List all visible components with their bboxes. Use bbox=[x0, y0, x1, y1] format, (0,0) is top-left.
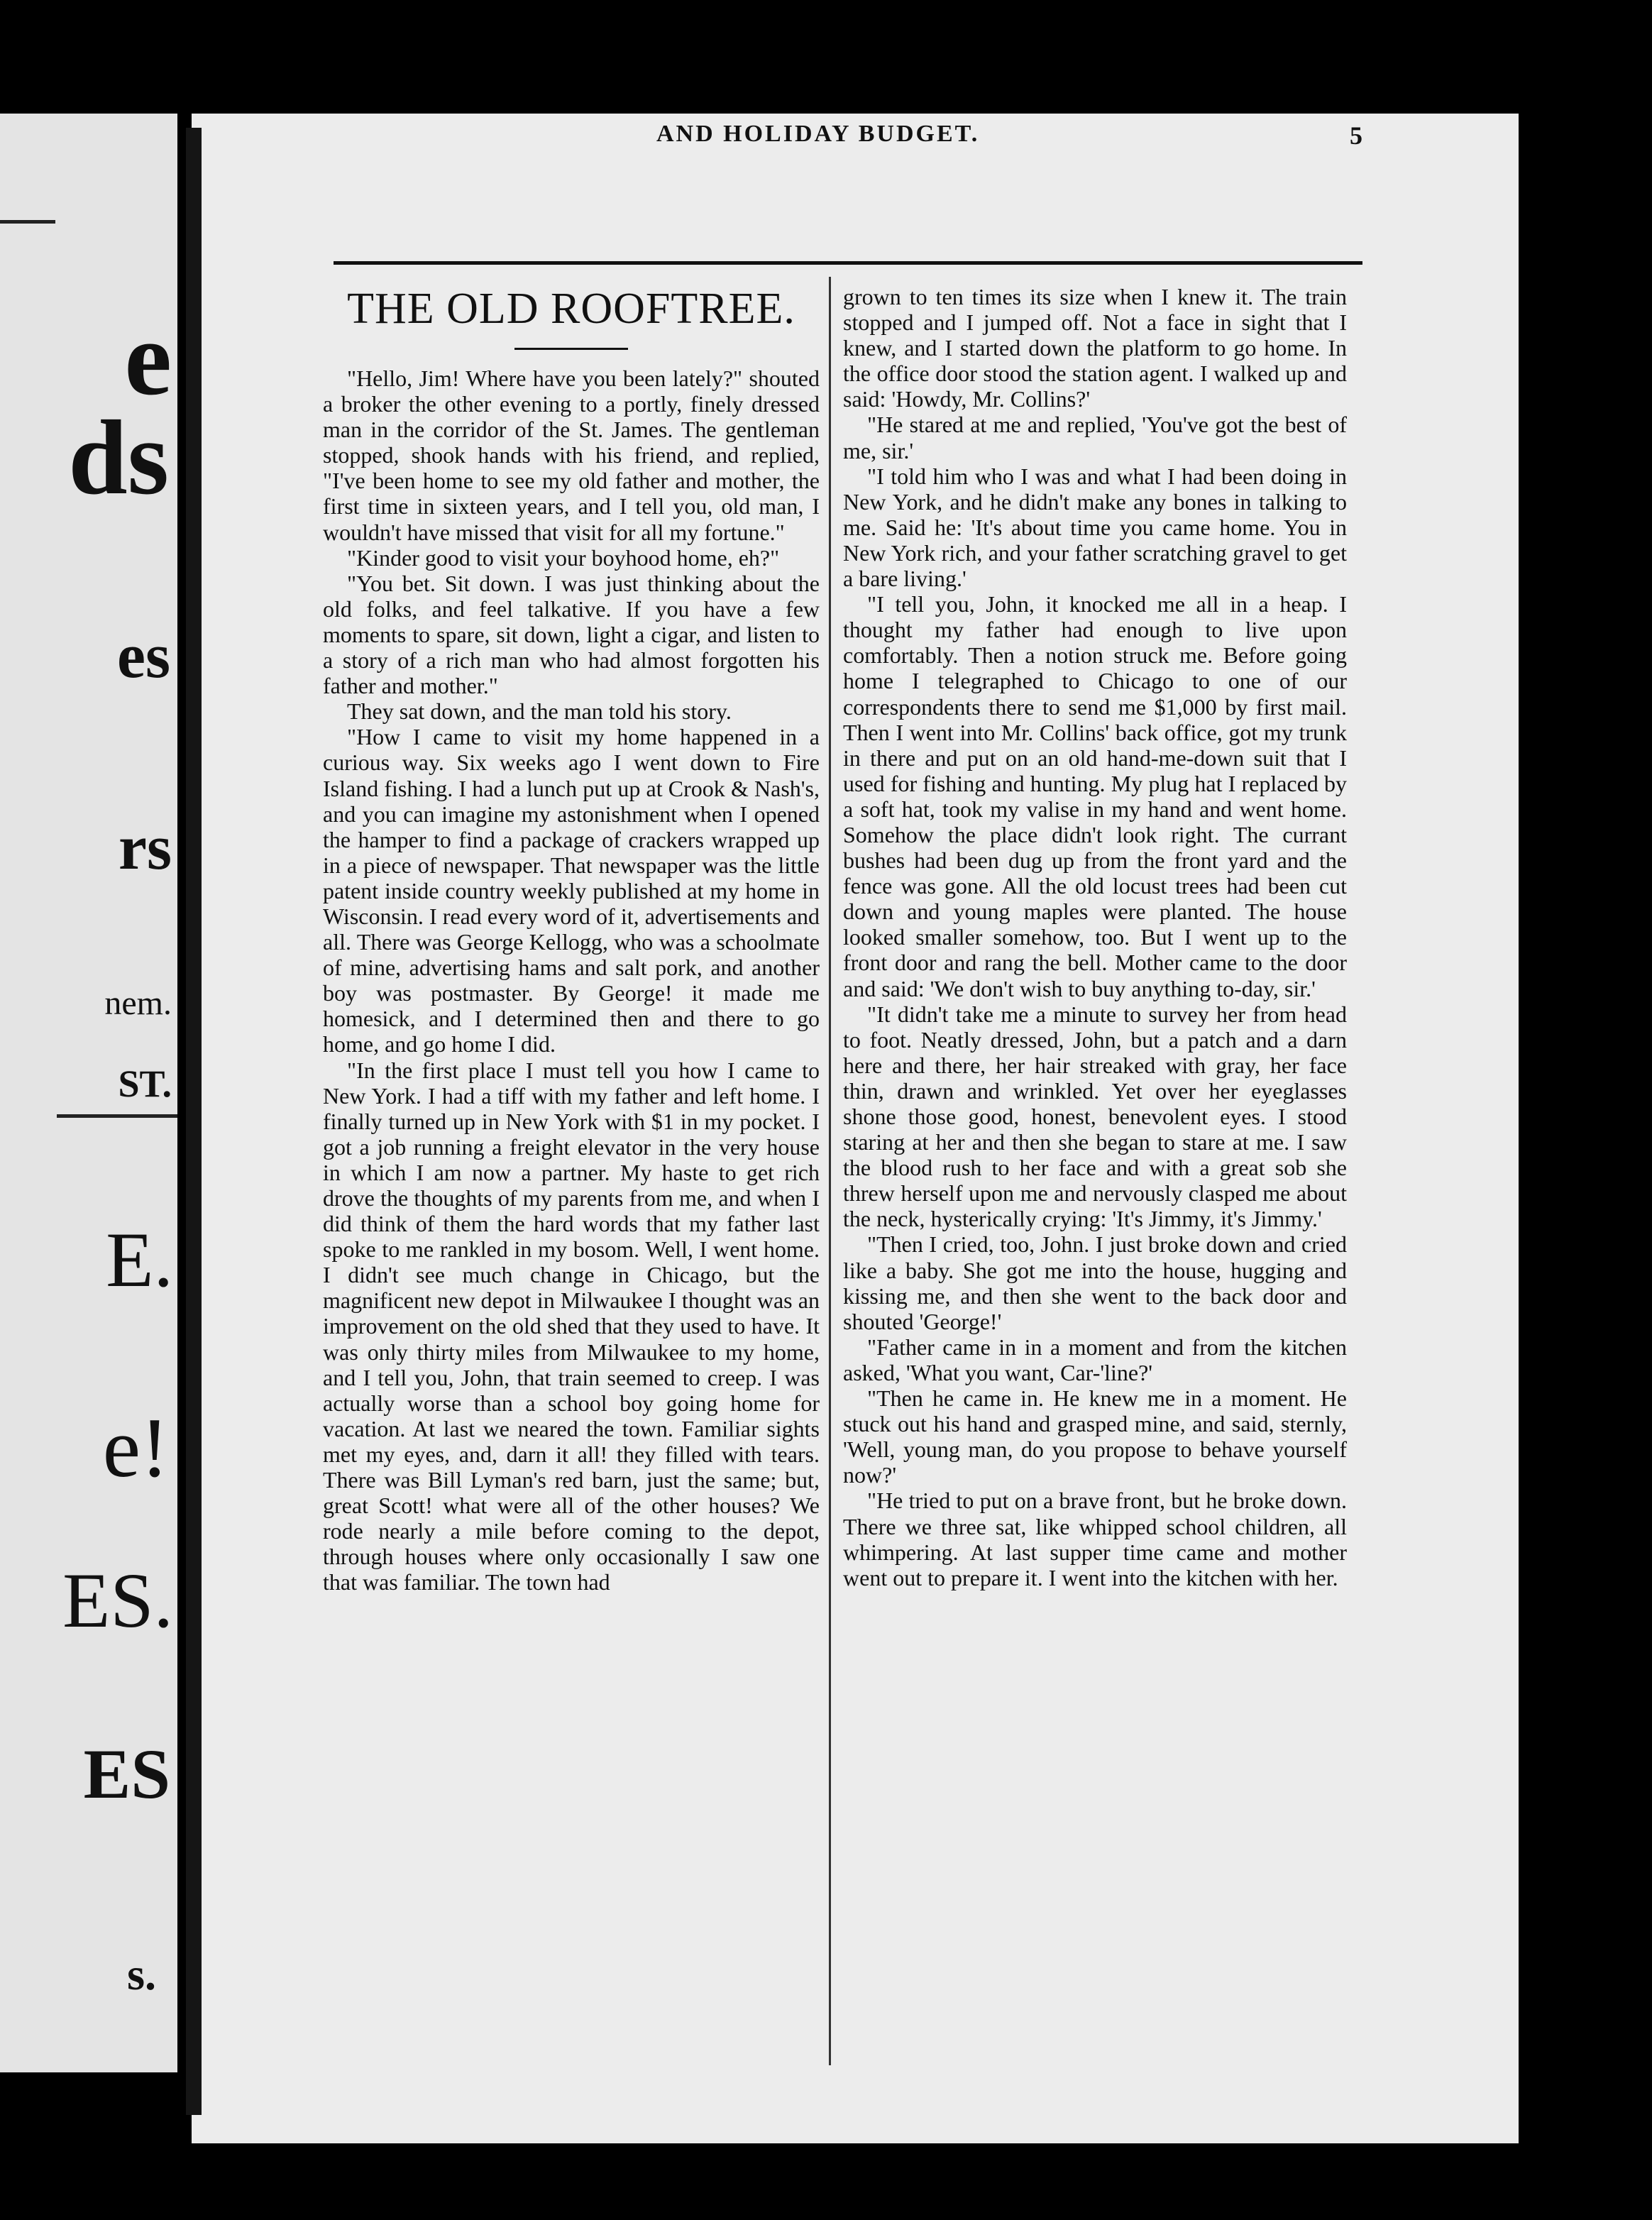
facing-page-text: rs bbox=[119, 813, 172, 883]
facing-page-text: E. bbox=[106, 1216, 173, 1303]
facing-page-text: nem. bbox=[104, 984, 172, 1022]
paragraph: They sat down, and the man told his story. bbox=[347, 698, 732, 725]
paragraph: "Then I cried, too, John. I just broke down and cried like a baby. She got me into the house, hugging and kissing me, and then she went to the back door and shouted 'George!' bbox=[843, 1231, 1347, 1334]
facing-page-text: s. bbox=[127, 1949, 156, 1999]
article-column-1 bbox=[323, 284, 820, 2072]
paragraph: "Kinder good to visit your boyhood home, eh?" bbox=[347, 544, 780, 571]
paragraph: "It didn't take me a minute to survey her from head to foot. Neatly dressed, John, but a patch and a darn here and there, her hair streaked with gray, her face thin, drawn and wrinkled. Yet over her eyeglasses shone those good, honest, benevolent eyes. I stood staring at her and then she began to stare at me. I saw the blood rush to her face and with a great sob she threw herself upon me and nervously clasped me about the neck, hysterically crying: 'It's Jimmy, it's Jimmy.' bbox=[843, 1001, 1347, 1232]
page-header bbox=[334, 121, 1362, 163]
paragraph: "I tell you, John, it knocked me all in a heap. I thought my father had enough to live upon comfortably. Then a notion struck me. Before going home I telegraphed to Chicago to one of our correspondents there to send me $1,000 by first mail. Then I went into Mr. Collins' back office, got my trunk in there and put on an old hand-me-down suit that I used for fishing and hunting. My plug hat I replaced by a soft hat, took my valise in my hand and went home. Somehow the place didn't look right. The currant bushes had been dug up from the front yard and the fence was gone. All the old locust trees had been cut down and young maples were planted. The house looked smaller somehow, too. But I went up to the front door and rang the bell. Mother came to the door and said: 'We don't wish to buy anything to-day, sir.' bbox=[843, 591, 1347, 1001]
facing-page-text: ST. bbox=[118, 1062, 172, 1105]
facing-page-text: ES bbox=[83, 1735, 170, 1813]
paragraph: "Then he came in. He knew me in a moment. He stuck out his hand and grasped mine, and said, sternly, 'Well, young man, do you propose to behave yourself now?' bbox=[843, 1385, 1347, 1488]
article-title: THE OLD ROOFTREE. bbox=[347, 285, 795, 333]
facing-page-text: ds bbox=[68, 399, 169, 517]
paragraph: "Father came in in a moment and from the kitchen asked, 'What you want, Car-'line?' bbox=[843, 1334, 1347, 1385]
running-title: AND HOLIDAY BUDGET. bbox=[656, 121, 980, 147]
paragraph: grown to ten times its size when I knew it. The train stopped and I jumped off. Not a face in sight that I knew, and I started down the platform to go home. In the office door stood the station agent. I walked up and said: 'Howdy, Mr. Collins?' bbox=[843, 284, 1347, 412]
header-rule bbox=[334, 261, 1362, 265]
facing-page-text: e bbox=[124, 300, 172, 417]
page-number: 5 bbox=[1350, 121, 1362, 150]
paragraph: "Hello, Jim! Where have you been lately?" shouted a broker the other evening to a portly, finely dressed man in the corridor of the St. James. The gentleman stopped, shook hands with his friend, and replied, "I've been home to see my old father and mother, the first time in sixteen years, and I tell you, old man, I wouldn't have missed that visit for all my fortune." bbox=[323, 366, 820, 545]
page-gutter bbox=[186, 128, 202, 2115]
paragraph: "You bet. Sit down. I was just thinking about the old folks, and feel talkative. If you have a few moments to spare, sit down, light a cigar, and listen to a story of a rich man who had almost forgotten his father and mother." bbox=[323, 570, 820, 699]
column-rule bbox=[829, 277, 831, 2065]
facing-page-rule bbox=[0, 220, 55, 224]
paragraph: "He stared at me and replied, 'You've got the best of me, sir.' bbox=[843, 412, 1347, 463]
paragraph: "I told him who I was and what I had been doing in New York, and he didn't make any bones in talking to me. Said he: 'It's about time you came home. You in New York rich, and your father scratching gravel to get a bare living.' bbox=[843, 463, 1347, 592]
facing-page-rule bbox=[57, 1114, 177, 1118]
title-rule bbox=[514, 348, 628, 350]
paragraph: "He tried to put on a brave front, but he broke down. There we three sat, like whipped school children, all whimpering. At last supper time came and mother went out to prepare it. I went into the kitchen with her. bbox=[843, 1488, 1347, 1590]
facing-page-text: es bbox=[117, 621, 170, 691]
article-column-2 bbox=[843, 284, 1347, 2072]
paragraph: "In the first place I must tell you how I came to New York. I had a tiff with my father and left home. I finally turned up in New York with $1 in my pocket. I got a job running a freight elevator in the very house in which I am now a partner. My haste to get rich drove the thoughts of my parents from me, and when I did think of them the hard words that my father last spoke to me rankled in my bosom. Well, I went home. I didn't see much change in Chicago, but the magnificent new depot in Milwaukee I thought was an improvement on the old shed that they used to have. It was only thirty miles from Milwaukee to my home, and I tell you, John, that train seemed to creep. I was actually worse than a school boy going home for vacation. At last we neared the town. Familiar sights met my eyes, and, darn it all! they filled with tears. There was Bill Lyman's red barn, just the same; but, great Scott! what were all of the other houses? We rode nearly a mile before coming to the depot, through houses where only occasionally I saw one that was familiar. The town had bbox=[323, 1057, 820, 1595]
paragraph: "How I came to visit my home happened in a curious way. Six weeks ago I went down to Fire Island fishing. I had a lunch put up at Crook & Nash's, and you can imagine my astonishment when I opened the hamper to find a package of crackers wrapped up in a piece of newspaper. That newspaper was the little patent inside country weekly published at my home in Wisconsin. I read every word of it, advertisements and all. There was George Kellogg, who was a schoolmate of mine, advertising hams and salt pork, and another boy was postmaster. By George! it made me homesick, and I determined then and there to go home, and go home I did. bbox=[323, 724, 820, 1057]
facing-page-fragment bbox=[0, 114, 177, 2072]
facing-page-text: e! bbox=[102, 1400, 169, 1495]
facing-page-text: ES. bbox=[62, 1557, 173, 1644]
